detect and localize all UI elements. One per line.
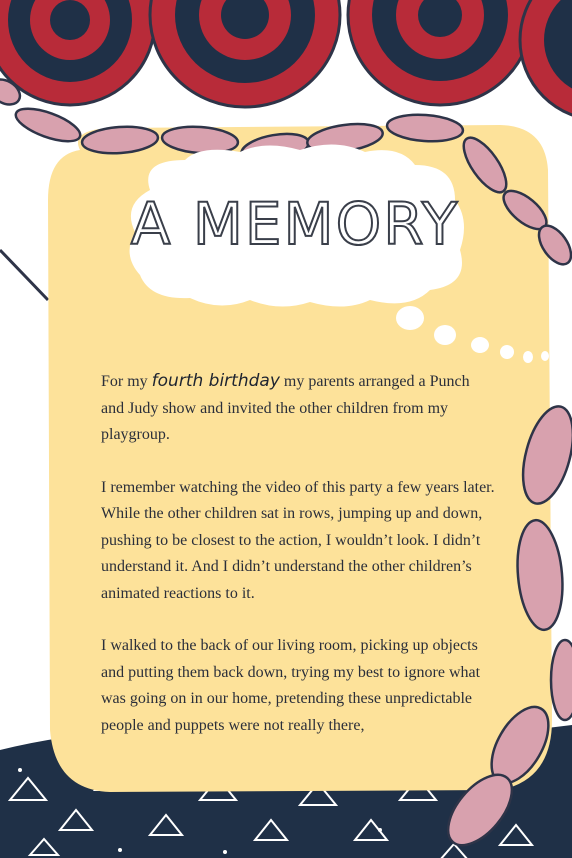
story-text (101, 368, 496, 765)
top-scallop-decoration (0, 0, 572, 120)
paragraph-3: I walked to the back of our living room, picking up objects and putting them back down, trying my best to ignore what was going on in our home, pretending these unpredictable people and puppets were not really there, (101, 637, 481, 734)
paragraph-1-end: my parents arranged a Punch and Judy show and invited the other children from my playgroup. (101, 373, 470, 443)
string-line (0, 250, 48, 300)
page-title: A MEMORY (130, 190, 460, 258)
paragraph-2: I remember watching the video of this party a few years later. While the other children sat in rows, jumping up and down, pushing to be closest to the action, I wouldn’t look. I didn’t understand it. And I didn’t understand the other children’s animated reactions to it. (101, 478, 495, 602)
paragraph-1 (101, 368, 496, 449)
handwritten-phrase: fourth birthday (151, 371, 280, 391)
paragraph-1-start: For my (101, 373, 152, 390)
